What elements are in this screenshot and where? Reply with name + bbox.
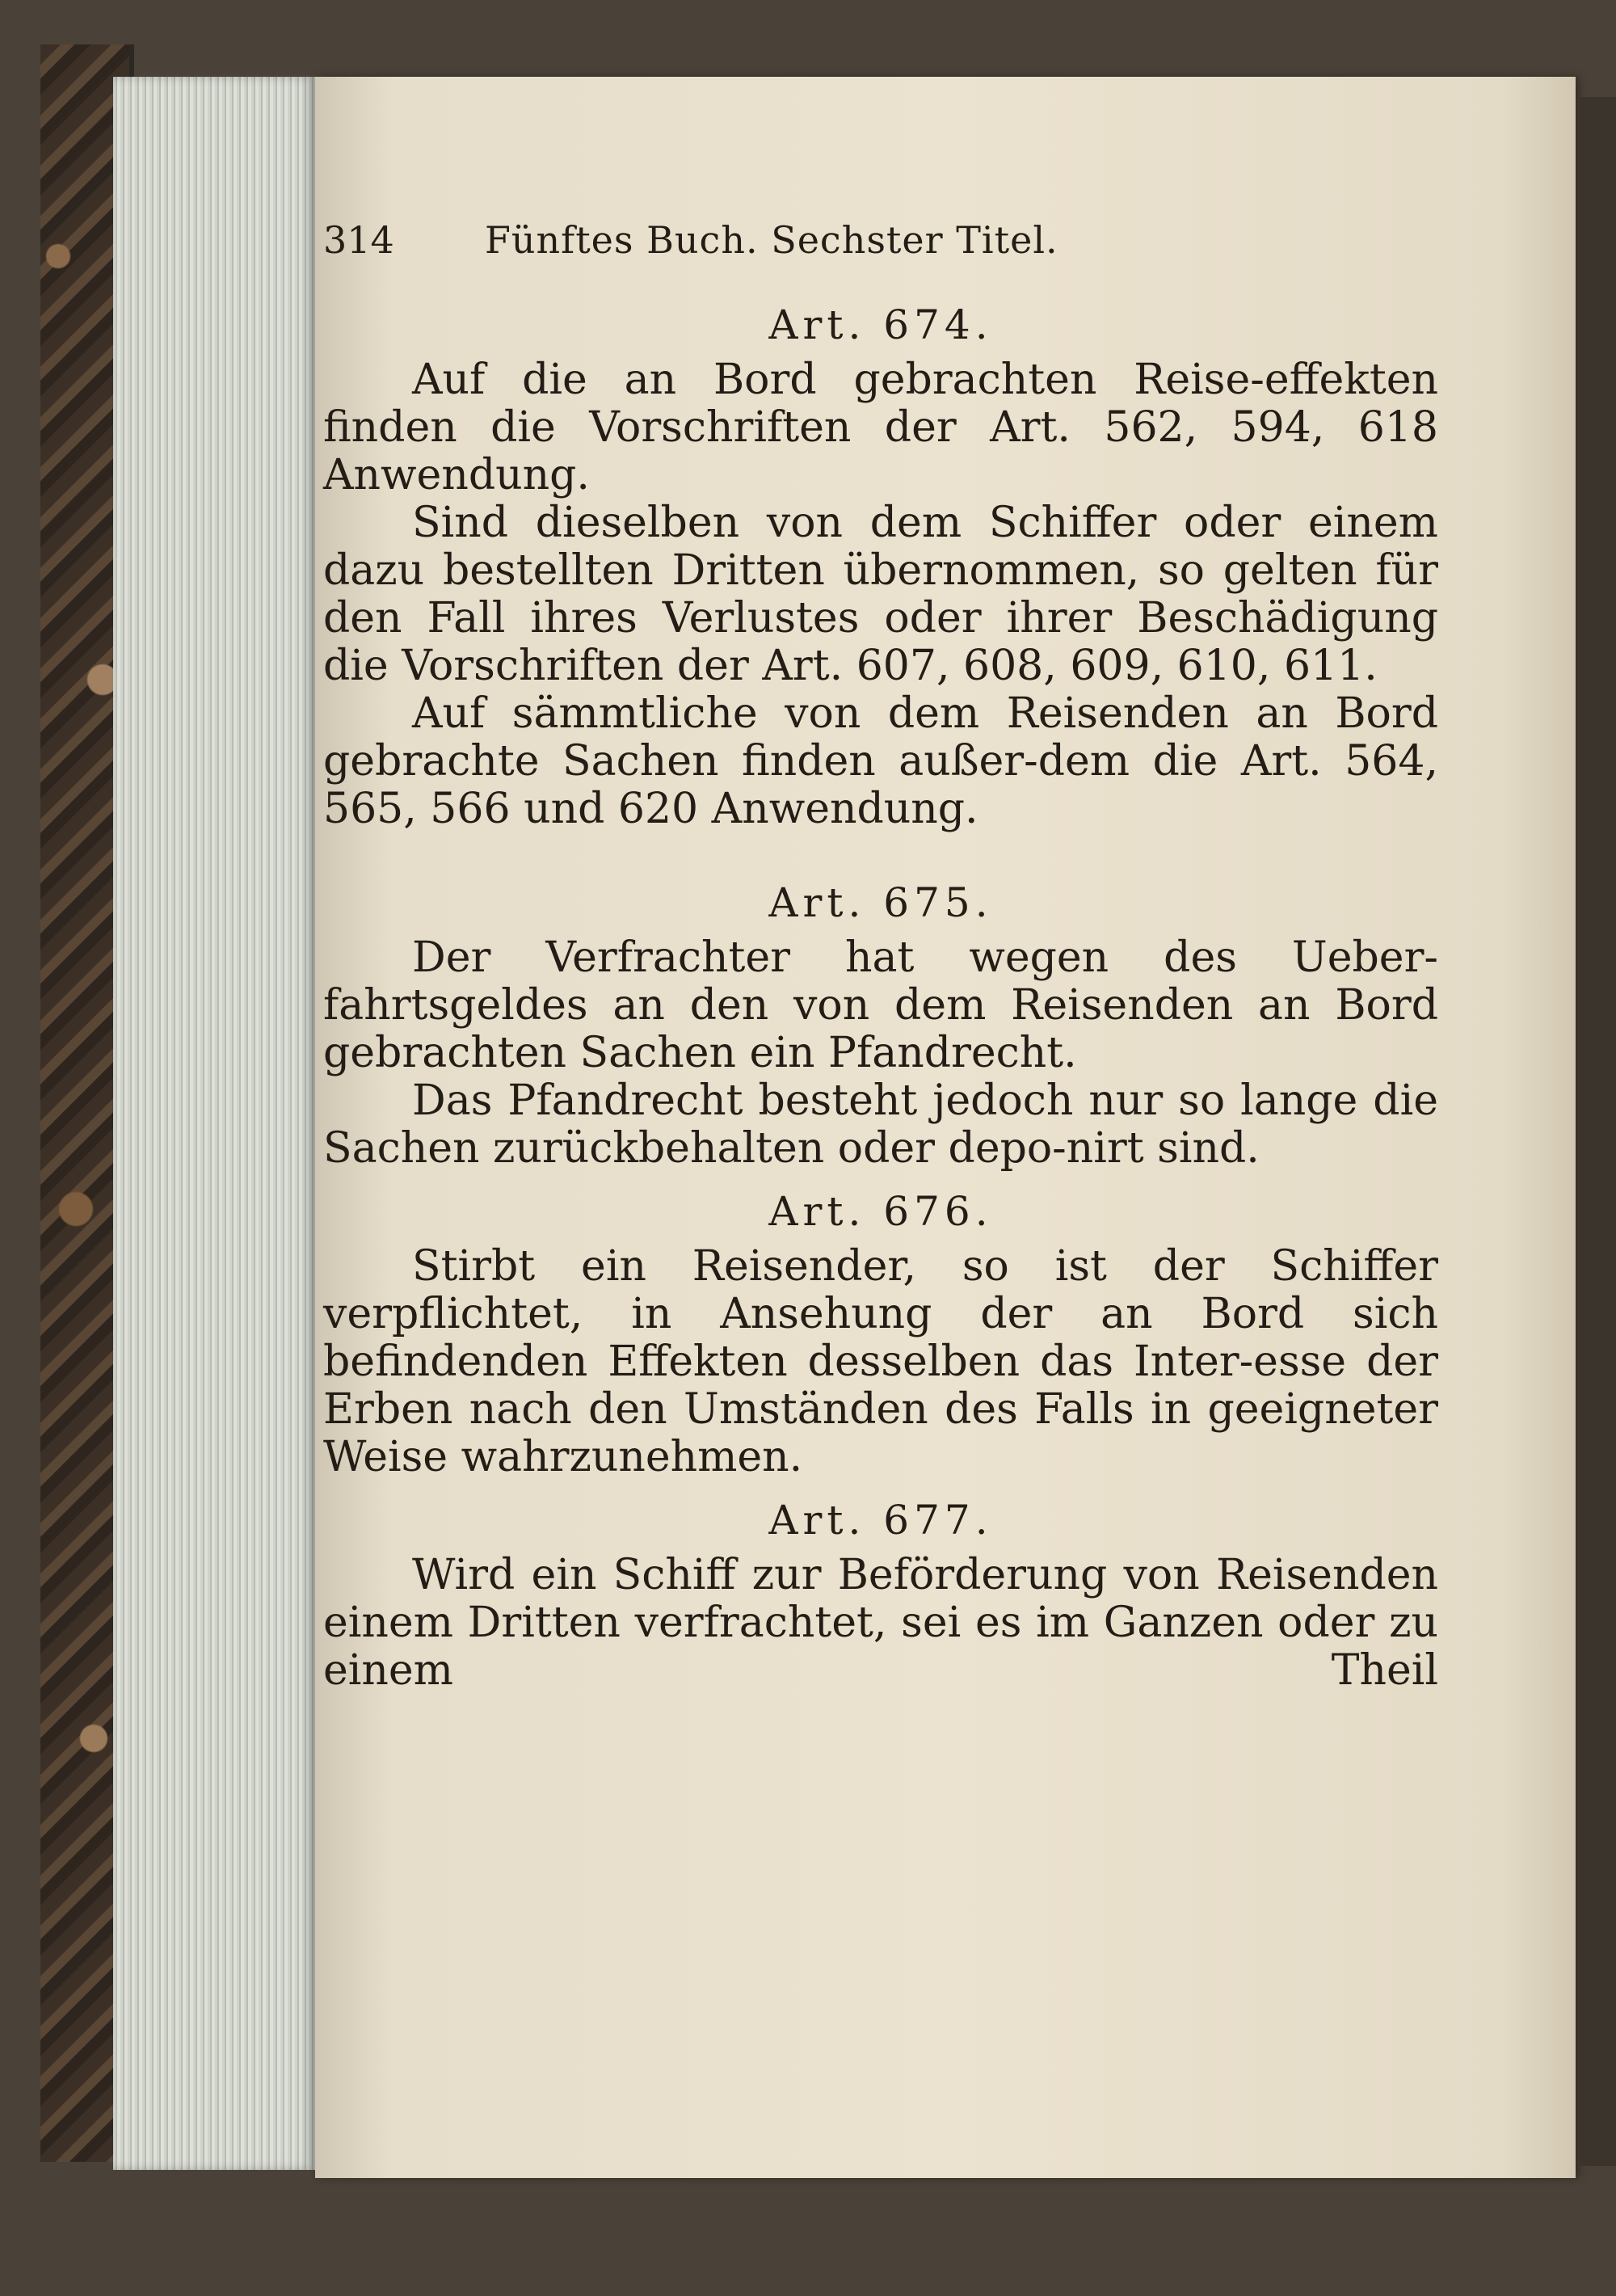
article-paragraph: Wird ein Schiff zur Beförderung von Reisenden einem Dritten verfrachtet, sei es im Ganzen oder zu einem Theil <box>323 1551 1438 1695</box>
page-text <box>323 186 1438 1695</box>
article-heading: Art. 675. <box>768 879 993 926</box>
article-paragraph: Der Verfrachter hat wegen des Ueber-fahrtsgeldes an den von dem Reisenden an Bord gebrachten Sachen ein Pfandrecht. <box>323 933 1438 1077</box>
page-edges <box>113 77 315 2170</box>
article-paragraph: Stirbt ein Reisender, so ist der Schiffer verpflichtet, in Ansehung der an Bord sich befindenden Effekten desselben das Inter-esse der Erben nach den Umständen des Falls in geeigneter Weise wahrzunehmen. <box>323 1242 1438 1481</box>
running-head-title: Fünftes Buch. Sechster Titel. <box>485 218 1058 262</box>
article-heading: Art. 674. <box>768 301 993 348</box>
article-heading: Art. 676. <box>768 1188 993 1235</box>
article-heading: Art. 677. <box>768 1497 993 1544</box>
running-head <box>323 186 1438 267</box>
page-number: 314 <box>323 218 394 262</box>
article-paragraph: Sind dieselben von dem Schiffer oder einem dazu bestellten Dritten übernommen, so gelten für den Fall ihres Verlustes oder ihrer Beschädigung die Vorschriften der Art. 607, 608, 609, 610, 611. <box>323 499 1438 690</box>
article-paragraph: Auf sämmtliche von dem Reisenden an Bord gebrachte Sachen finden außer-dem die Art. 564, 565, 566 und 620 Anwendung. <box>323 689 1438 833</box>
binding-edge <box>1580 97 1616 2166</box>
article-paragraph: Das Pfandrecht besteht jedoch nur so lange die Sachen zurückbehalten oder depo-nirt sind. <box>323 1076 1438 1173</box>
article-paragraph: Auf die an Bord gebrachten Reise-effekten finden die Vorschriften der Art. 562, 594, 618 Anwendung. <box>323 356 1438 499</box>
